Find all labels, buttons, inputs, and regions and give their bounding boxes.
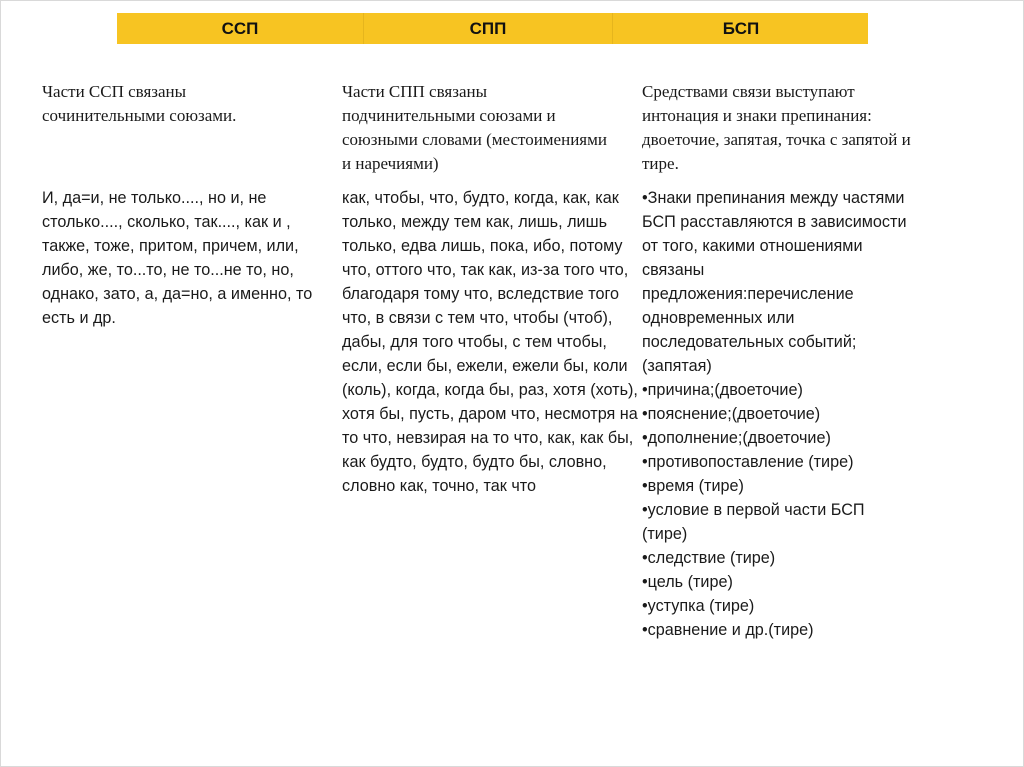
bsp-rule-text: следствие (тире) — [647, 549, 776, 567]
ssp-definition-text: Части ССП связаны сочинительными союзами. — [42, 82, 237, 125]
bsp-rule-item — [642, 618, 912, 642]
bsp-rule-item — [642, 498, 912, 546]
bullet-icon: • — [642, 189, 648, 207]
bsp-rule-item — [642, 594, 912, 618]
bullet-icon: • — [642, 429, 648, 447]
bsp-rule-text: сравнение и др.(тире) — [647, 621, 814, 639]
bsp-rule-item — [642, 570, 912, 594]
bsp-rule-item — [642, 450, 912, 474]
spp-definition-text: Части СПП связаны подчинительными союзами и союзными словами (местоимениями и наречиями) — [342, 82, 607, 173]
bsp-rule-item — [642, 402, 912, 426]
bsp-rule-text: условие в первой части БСП (тире) — [642, 501, 865, 543]
spp-conjunctions-text: как, чтобы, что, будто, когда, как, как только, между тем как, лишь, лишь только, едва лишь, пока, ибо, потому что, оттого что, так как, из-за того что, благодаря тому что, вследствие того что, в связи с тем что, чтобы (чтоб), дабы, для того чтобы, с тем чтобы, если, если бы, ежели, ежели бы, коли (коль), когда, когда бы, раз, хотя (хоть), хотя бы, пусть, даром что, несмотря на то что, невзирая на то что, как, как бы, как будто, будто, будто бы, словно, словно как, точно, так что — [342, 189, 638, 495]
bullet-icon: • — [642, 573, 648, 591]
cell-bsp-rules — [642, 186, 942, 642]
ssp-conjunctions-text: И, да=и, не только...., но и, не столько...., сколько, так...., как и , также, тоже, притом, причем, или, либо, же, то...то, не то...не то, но, однако, зато, а, да=но, а именно, то есть и др. — [42, 189, 313, 327]
bsp-rule-text: противопоставление (тире) — [647, 453, 854, 471]
bullet-icon: • — [642, 621, 648, 639]
bullet-icon: • — [642, 477, 648, 495]
bsp-rule-text: дополнение;(двоеточие) — [647, 429, 831, 447]
bsp-rule-item — [642, 546, 912, 570]
bullet-icon: • — [642, 381, 648, 399]
bsp-rule-text: пояснение;(двоеточие) — [647, 405, 821, 423]
cell-bsp-definition — [642, 80, 942, 176]
bsp-rule-text: время (тире) — [647, 477, 744, 495]
header-bsp: БСП — [612, 13, 869, 44]
header-spp: СПП — [363, 13, 612, 44]
bsp-rule-text: причина;(двоеточие) — [647, 381, 803, 399]
bullet-icon: • — [642, 549, 648, 567]
cell-spp-conjunctions — [342, 186, 640, 498]
bullet-icon: • — [642, 501, 648, 519]
bsp-rule-item — [642, 474, 912, 498]
bsp-rule-item — [642, 378, 912, 402]
table-header — [117, 13, 868, 44]
cell-spp-definition — [342, 80, 640, 176]
bsp-rule-item — [642, 186, 912, 378]
bsp-rules-list — [642, 186, 912, 642]
bsp-definition-text: Средствами связи выступают интонация и знаки препинания: двоеточие, запятая, точка с запятой и тире. — [642, 82, 911, 173]
bsp-rule-text: Знаки препинания между частями БСП расставляются в зависимости от того, какими отношениями связаны предложения:перечисление одновременных или последовательных событий; (запятая) — [642, 189, 907, 375]
bsp-rule-text: цель (тире) — [647, 573, 733, 591]
bullet-icon: • — [642, 453, 648, 471]
cell-ssp-conjunctions — [42, 186, 342, 330]
bullet-icon: • — [642, 405, 648, 423]
bsp-rule-text: уступка (тире) — [647, 597, 755, 615]
cell-ssp-definition — [42, 80, 342, 128]
bsp-rule-item — [642, 426, 912, 450]
bullet-icon: • — [642, 597, 648, 615]
header-ssp: ССП — [221, 18, 259, 38]
